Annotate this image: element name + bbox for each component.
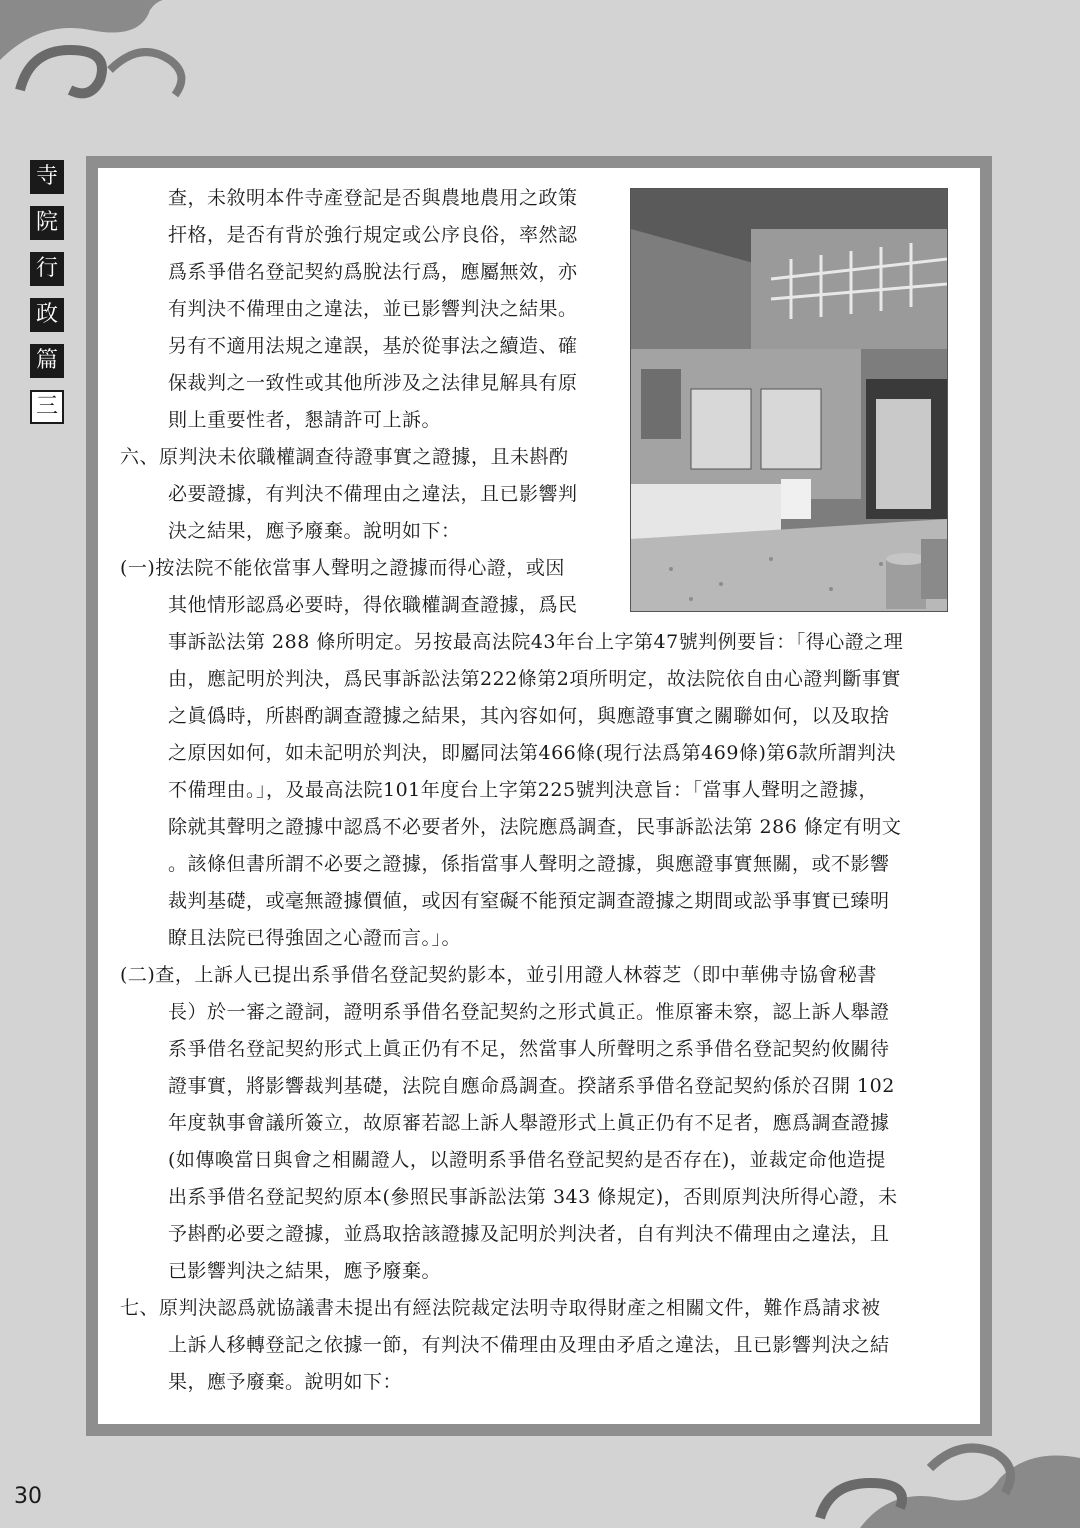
text-line: 之原因如何，如未記明於判決，即屬同法第466條(現行法爲第469條)第6款所謂判決 [168, 742, 896, 764]
text-line: 不備理由。」，及最高法院101年度台上字第225號判決意旨：「當事人聲明之證據， [168, 779, 879, 801]
text-line: 保裁判之一致性或其他所涉及之法律見解具有原 [168, 372, 578, 394]
text-line: 果，應予廢棄。說明如下： [168, 1371, 403, 1393]
sidebar-char: 篇 [30, 344, 64, 378]
sidebar-char: 寺 [30, 160, 64, 194]
text-line: 裁判基礎，或毫無證據價値，或因有窒礙不能預定調查證據之期間或訟爭事實已臻明 [168, 890, 890, 912]
text-line: 上訴人移轉登記之依據一節，有判決不備理由及理由矛盾之違法，且已影響判決之結 [168, 1334, 890, 1356]
chapter-sidebar [30, 160, 64, 436]
text-line: (如傳喚當日與會之相關證人，以證明系爭借名登記契約是否存在)，並裁定命他造提 [168, 1149, 886, 1171]
text-line: 六、原判決未依職權調查待證事實之證據，且未斟酌 [120, 446, 569, 468]
text-line: 七、原判決認爲就協議書未提出有經法院裁定法明寺取得財產之相關文件，難作爲請求被 [120, 1297, 881, 1319]
text-line: 瞭且法院已得強固之心證而言。」。 [168, 927, 462, 949]
text-line: 年度執事會議所簽立，故原審若認上訴人舉證形式上眞正仍有不足者，應爲調查證據 [168, 1112, 890, 1134]
sidebar-char: 政 [30, 298, 64, 332]
text-line: 已影響判決之結果，應予廢棄。 [168, 1260, 442, 1282]
text-line: 決之結果，應予廢棄。說明如下： [168, 520, 461, 542]
page-number: 30 [14, 1484, 42, 1509]
text-line: (一)按法院不能依當事人聲明之證據而得心證，或因 [120, 557, 565, 579]
text-line: 爲系爭借名登記契約爲脫法行爲，應屬無效，亦 [168, 261, 578, 283]
text-line: 由，應記明於判決，爲民事訴訟法第222條第2項所明定，故法院依自由心證判斷事實 [168, 668, 901, 690]
text-line: 證事實，將影響裁判基礎，法院自應命爲調查。揆諸系爭借名登記契約係於召開 102 [168, 1075, 895, 1097]
text-line: 必要證據，有判決不備理由之違法，且已影響判 [168, 483, 578, 505]
cloud-ornament-top-left [0, 0, 220, 110]
text-line: 其他情形認爲必要時，得依職權調查證據，爲民 [168, 594, 578, 616]
text-line: 長）於一審之證詞，證明系爭借名登記契約之形式眞正。惟原審未察，認上訴人舉證 [168, 1001, 890, 1023]
text-line: 查，未敘明本件寺產登記是否與農地農用之政策 [168, 187, 578, 209]
text-line: 另有不適用法規之違誤，基於從事法之續造、確 [168, 335, 578, 357]
text-line: 予斟酌必要之證據，並爲取捨該證據及記明於判決者，自有判決不備理由之違法，且 [168, 1223, 890, 1245]
text-line: 之眞僞時，所斟酌調查證據之結果，其內容如何，與應證事實之關聯如何，以及取捨 [168, 705, 890, 727]
text-line: (二)查，上訴人已提出系爭借名登記契約影本，並引用證人林蓉芝（即中華佛寺協會秘書 [120, 964, 877, 986]
text-line: 除就其聲明之證據中認爲不必要者外，法院應爲調查，民事訴訟法第 286 條定有明文 [168, 816, 902, 838]
text-line: 扞格，是否有背於強行規定或公序良俗，率然認 [168, 224, 578, 246]
document-body [120, 180, 950, 1401]
sidebar-char: 三 [30, 390, 64, 424]
text-line: 出系爭借名登記契約原本(參照民事訴訟法第 343 條規定)，否則原判決所得心證，未 [168, 1186, 898, 1208]
text-line: 事訴訟法第 288 條所明定。另按最高法院43年台上字第47號判例要旨：「得心證之理 [168, 631, 904, 653]
text-line: 系爭借名登記契約形式上眞正仍有不足，然當事人所聲明之系爭借名登記契約攸關待 [168, 1038, 890, 1060]
text-line: 有判決不備理由之違法，並已影響判決之結果。 [168, 298, 578, 320]
text-line: 。該條但書所謂不必要之證據，係指當事人聲明之證據，與應證事實無關，或不影響 [168, 853, 890, 875]
text-line: 則上重要性者，懇請許可上訴。 [168, 409, 442, 431]
sidebar-char: 行 [30, 252, 64, 286]
sidebar-char: 院 [30, 206, 64, 240]
